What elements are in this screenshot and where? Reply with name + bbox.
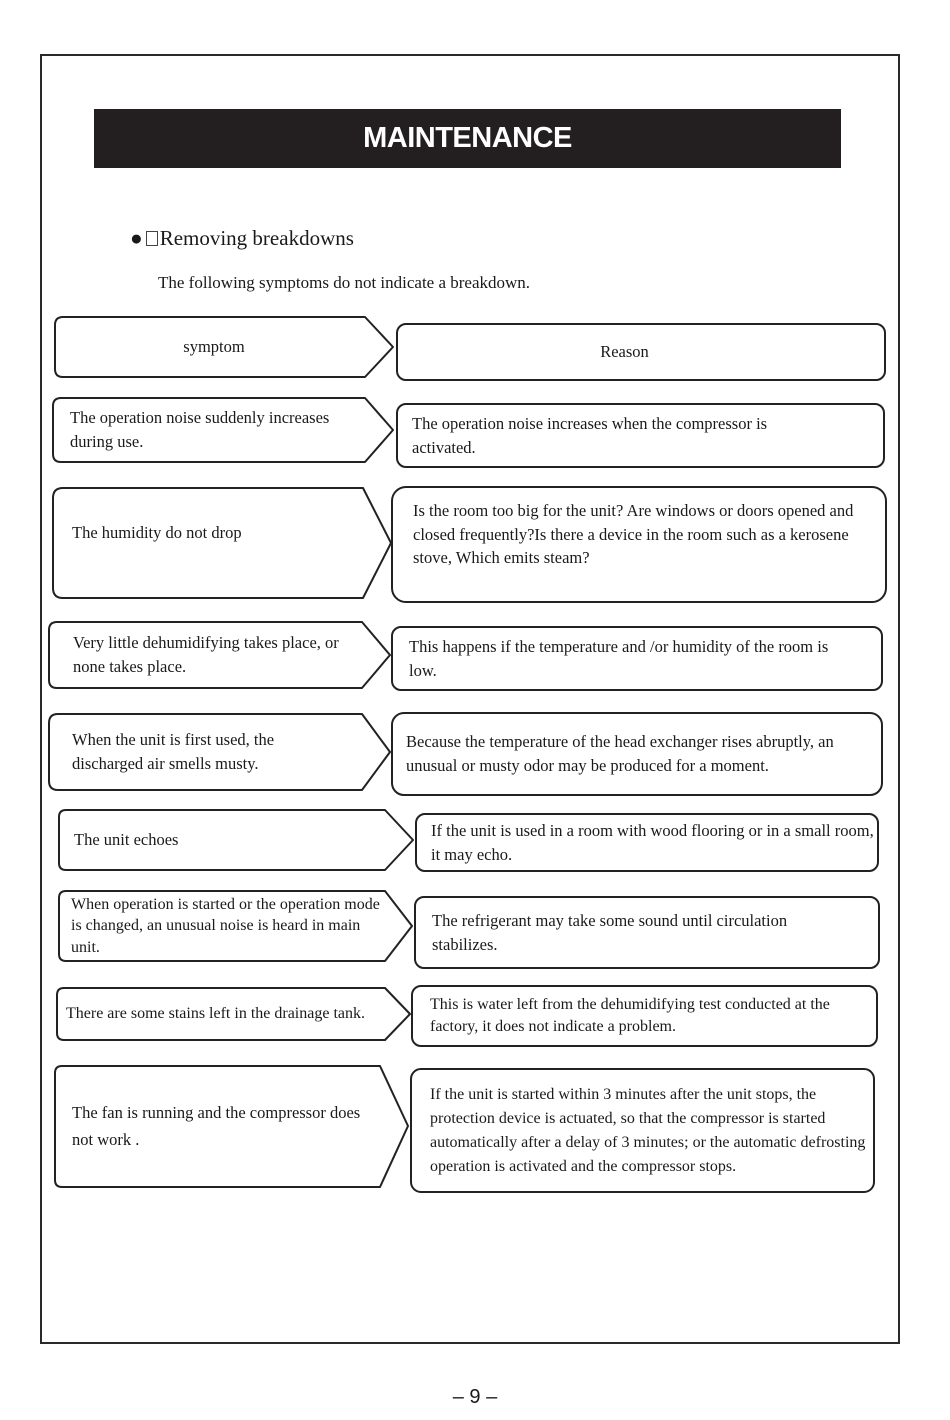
reason-cell: Is the room too big for the unit? Are windows or doors opened and closed frequently?Is there a device in the room such as a kerosene stove, Which emits steam? [413, 500, 854, 568]
bullet-icon: ● [130, 226, 143, 250]
symptom-cell: When the unit is first used, the discharged air smells musty. [72, 730, 275, 773]
reason-cell: If the unit is used in a room with wood flooring or in a small room, it may echo. [431, 820, 874, 864]
symptom-header: symptom [183, 337, 245, 357]
section-title-text: Removing breakdowns [159, 226, 354, 250]
reason-cell: This happens if the temperature and /or humidity of the room is low. [409, 636, 829, 680]
symptom-cell: The operation noise suddenly increases during use. [70, 408, 330, 451]
symptom-cell: Very little dehumidifying takes place, or none takes place. [73, 633, 339, 676]
reason-header: Reason [600, 342, 649, 362]
intro-text: The following symptoms do not indicate a breakdown. [158, 273, 531, 292]
page-title: MAINTENANCE [363, 122, 572, 154]
symptom-cell: When operation is started or the operation mode is changed, an unusual noise is heard in main unit. [71, 896, 380, 956]
symptom-cell: The unit echoes [74, 830, 179, 850]
reason-cell: If the unit is started within 3 minutes after the unit stops, the protection device is actuated, so that the compressor is started automatically after a delay of 3 minutes; or the automatic defrosting operation is activated and the compressor stops. [430, 1085, 866, 1175]
symptom-cell: The humidity do not drop [72, 523, 242, 543]
reason-cell: The operation noise increases when the compressor is activated. [412, 413, 768, 457]
symptom-cell: The fan is running and the compressor does not work . [72, 1103, 361, 1149]
reason-cell: This is water left from the dehumidifying test conducted at the factory, it does not indicate a problem. [430, 996, 830, 1035]
page-number: – 9 – [452, 1386, 498, 1408]
reason-cell: The refrigerant may take some sound until circulation stabilizes. [432, 910, 788, 954]
reason-cell: Because the temperature of the head exchanger rises abruptly, an unusual or musty odor may be produced for a moment. [406, 732, 834, 775]
symptom-cell: There are some stains left in the drainage tank. [66, 1005, 365, 1023]
